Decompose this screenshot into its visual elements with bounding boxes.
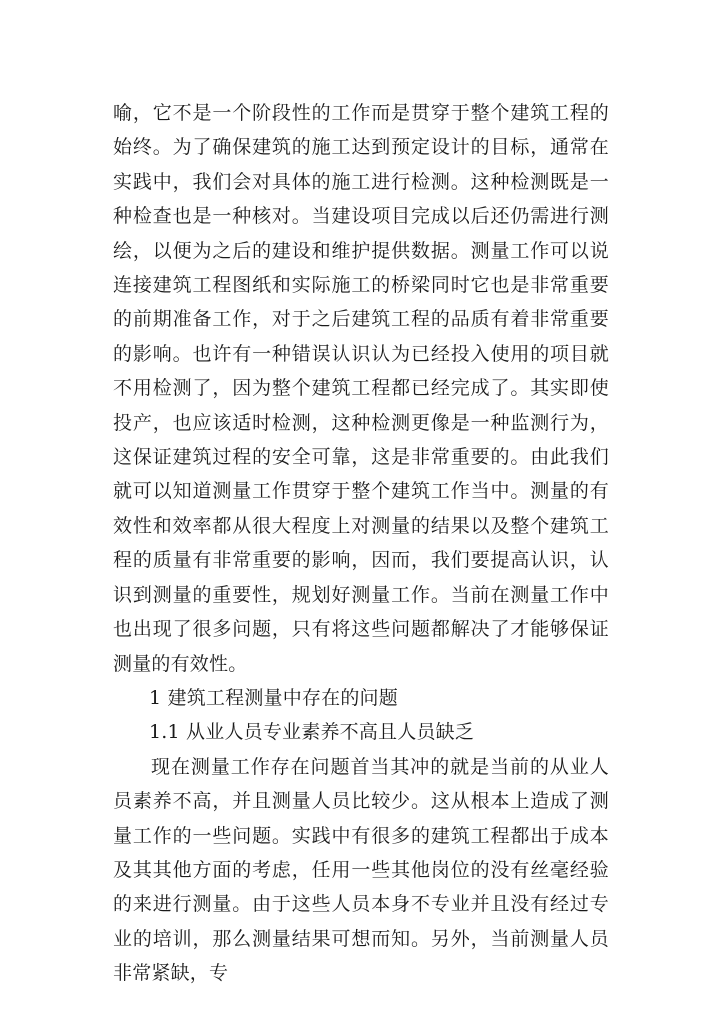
subsection-heading: 1.1 从业人员专业素养不高且人员缺乏	[149, 721, 475, 744]
body-paragraph: 喻，它不是一个阶段性的工作而是贯穿于整个建筑工程的始终。为了确保建筑的施工达到预定设计的目标，通常在实践中，我们会对具体的施工进行检测。这种检测既是一种检查也是一种核对。当建设项目完成以后还仍需进行测绘，以便为之后的建设和维护提供数据。测量工作可以说连接建筑工程图纸和实际施工的桥梁同时它也是非常重要的前期准备工作，对于之后建筑工程的品质有着非常重要的影响。也许有一种错误认识认为已经投入使用的项目就不用检测了，因为整个建筑工程都已经完成了。其实即使投产，也应该适时检测，这种检测更像是一种监测行为，这保证建筑过程的安全可靠，这是非常重要的。由此我们就可以知道测量工作贯穿于整个建筑工作当中。测量的有效性和效率都从很大程度上对测量的结果以及整个建筑工程的质量有非常重要的影响，因而，我们要提高认识，认识到测量的重要性，规划好测量工作。当前在测量工作中也出现了很多问题，只有将这些问题都解决了才能够保证测量的有效性。	[113, 102, 609, 675]
document-body	[113, 96, 609, 991]
section-heading: 1 建筑工程测量中存在的问题	[149, 686, 398, 709]
body-paragraph: 现在测量工作存在问题首当其冲的就是当前的从业人员素养不高，并且测量人员比较少。这从根本上造成了测量工作的一些问题。实践中有很多的建筑工程都出于成本及其其他方面的考虑，任用一些其他岗位的没有丝毫经验的来进行测量。由于这些人员本身不专业并且没有经过专业的培训，那么测量结果可想而知。另外，当前测量人员非常紧缺，专	[113, 755, 609, 985]
